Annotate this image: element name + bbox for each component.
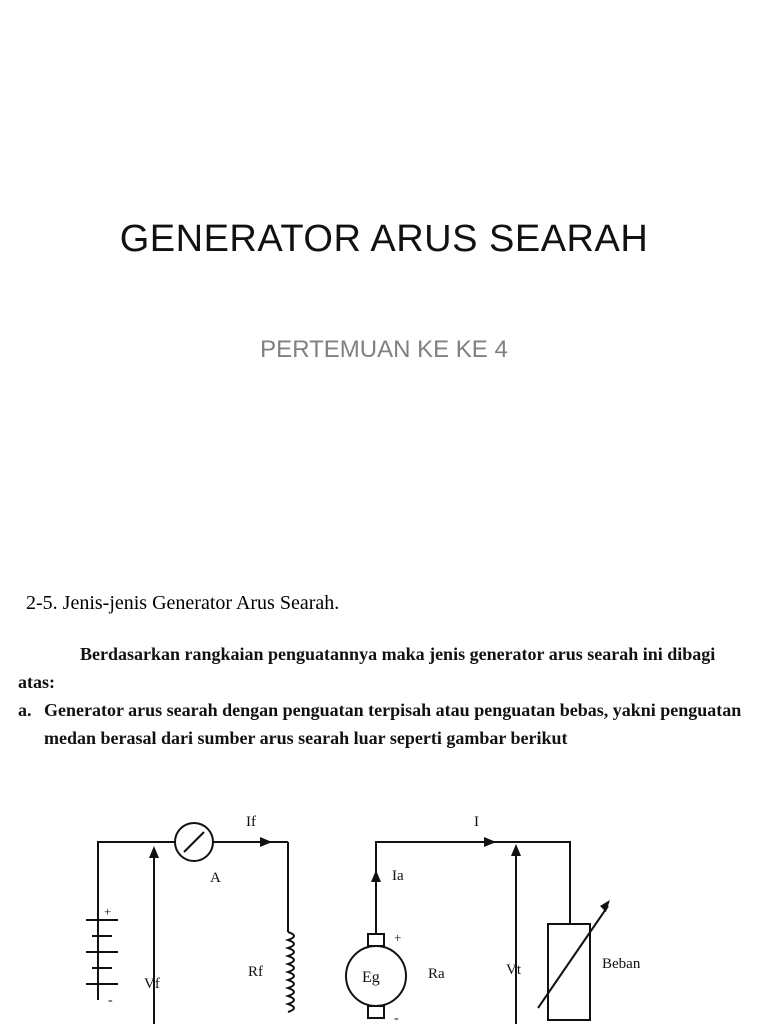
label-vf: Vf: [144, 976, 160, 992]
label-if: If: [246, 814, 256, 830]
list-item-a: [18, 696, 752, 752]
ia-arrowhead: [371, 870, 381, 882]
if-arrowhead: [260, 837, 272, 847]
i-arrowhead: [484, 837, 496, 847]
label-vt: Vt: [506, 962, 521, 978]
load-resistor: [548, 924, 590, 1020]
armature-wire-top: [376, 842, 570, 934]
label-ia: Ia: [392, 868, 404, 884]
slide-title: GENERATOR ARUS SEARAH: [119, 218, 649, 260]
section-heading: 2-5. Jenis-jenis Generator Arus Searah.: [26, 592, 340, 614]
label-armature-plus: +: [394, 930, 402, 945]
armature-brush-top: [368, 934, 384, 946]
label-rf: Rf: [248, 964, 263, 980]
list-marker: a.: [18, 700, 32, 720]
slide-subtitle: PERTEMUAN KE KE 4: [260, 336, 508, 363]
label-i: I: [474, 814, 479, 830]
label-ra: Ra: [428, 966, 445, 982]
armature-brush-bottom: [368, 1006, 384, 1018]
label-battery-minus: -: [108, 993, 113, 1008]
circuit-diagram: [60, 800, 720, 1024]
list-item-text: Generator arus searah dengan penguatan terpisah atau penguatan bebas, yakni penguatan medan berasal dari sumber arus searah luar seperti gambar berikut: [44, 700, 742, 748]
field-coil: [288, 932, 294, 1012]
label-eg: Eg: [362, 969, 380, 986]
label-a: A: [210, 870, 221, 886]
label-armature-minus: -: [394, 1011, 399, 1024]
label-battery-plus: +: [104, 904, 112, 919]
intro-paragraph: Berdasarkan rangkaian penguatannya maka jenis generator arus searah ini dibagi atas:: [18, 644, 716, 692]
label-beban: Beban: [602, 956, 641, 972]
